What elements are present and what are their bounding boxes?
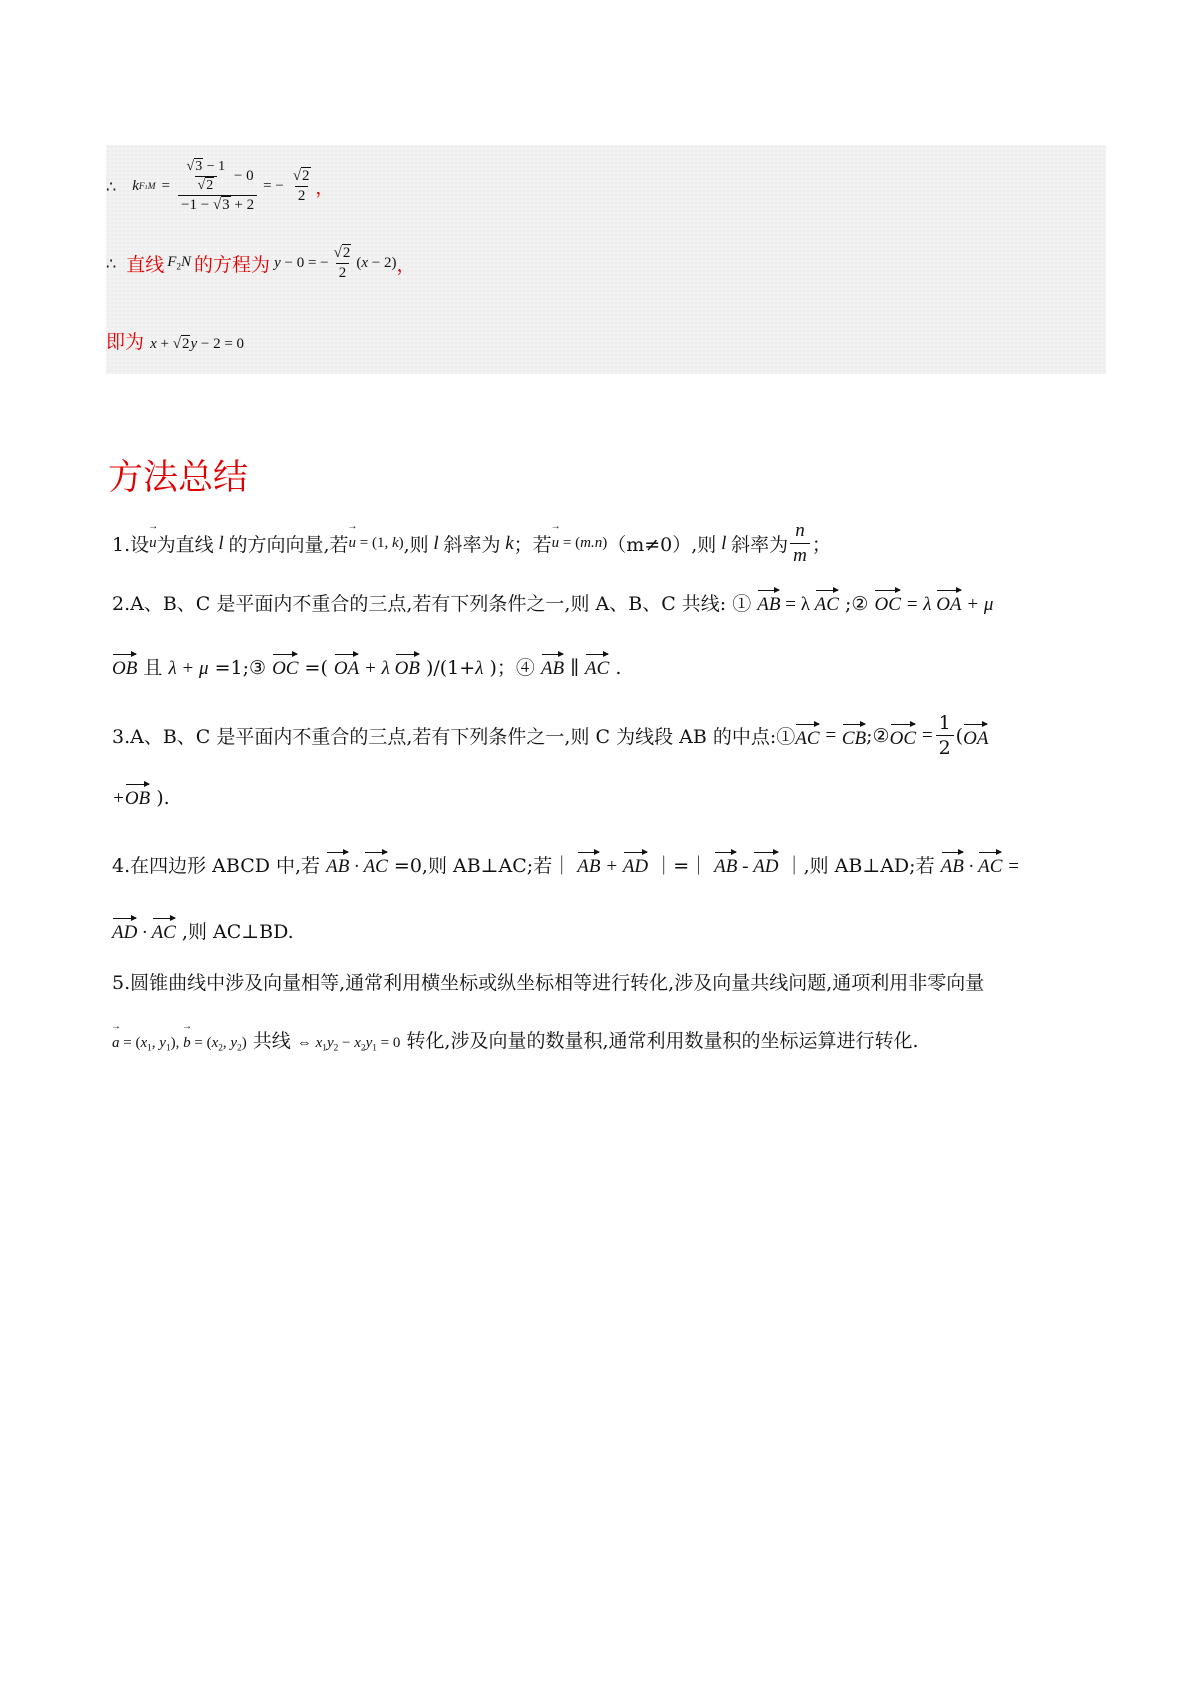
text: 斜率为 — [731, 534, 789, 556]
var-l: l — [428, 532, 444, 554]
vector-OA: OA — [963, 722, 988, 750]
vector-CB: CB — [842, 722, 866, 750]
comma-red-2: ， — [396, 254, 416, 276]
text: )；④ — [489, 657, 535, 679]
text: 1.设 — [112, 534, 150, 556]
fraction-n-over-m: $\frac{n}{m}$ — [790, 520, 810, 567]
text: )/(1+ — [425, 657, 476, 679]
formula-u-1k: → u = (1, k) — [348, 535, 403, 552]
vector-AB: AB — [757, 588, 780, 616]
vector-OA: OA — [936, 588, 961, 616]
text: ,则 AC⊥BD. — [181, 921, 294, 943]
result-formula: x + √2y − 2 = 0 — [150, 336, 245, 352]
text: . — [615, 657, 622, 679]
vector-u: → u — [149, 535, 157, 552]
vector-OA: OA — [334, 652, 359, 680]
summary-item-4: 4.在四边形 ABCD 中,若 AB · AC =0,则 AB⊥AC;若｜ AB + AD ｜=｜ AB - AD ｜,则 AB⊥AD;若 AB · AC = — [112, 850, 1020, 878]
line-name: $F_2N$ — [167, 254, 192, 273]
text: 转化,涉及向量的数量积,通常利用数量积的坐标运算进行转化. — [406, 1030, 919, 1052]
vector-OB: OB — [125, 782, 150, 810]
text: ｜,则 AB⊥AD;若 — [784, 855, 935, 877]
equation-label: 的方程为 — [194, 254, 271, 276]
summary-item-2-cont: OB 且 λ + μ =1;③ OC =( OA + λ OB )/(1+λ )；④ AB ∥ AC . — [112, 652, 621, 680]
vector-AD: AD — [623, 850, 648, 878]
vector-AC: AC — [815, 588, 839, 616]
vector-OB: OB — [112, 652, 137, 680]
text: 斜率为 — [443, 534, 501, 556]
fraction-one-half: $\frac{1}{2}$ — [936, 712, 954, 759]
text: 3.A、B、C 是平面内不重合的三点,若有下列条件之一,则 C 为线段 AB 的中点:① — [112, 726, 796, 748]
text: ;② — [845, 593, 869, 615]
text: ∥ — [570, 657, 579, 679]
summary-item-1 — [112, 520, 831, 567]
summary-item-3: 3.A、B、C 是平面内不重合的三点,若有下列条件之一,则 C 为线段 AB 的中点:① AC = CB ;② OC = $\frac{1}{2}$ ( OA — [112, 712, 989, 759]
vector-AB: AB — [941, 850, 964, 878]
vector-OC: OC — [272, 652, 298, 680]
text: ;② — [866, 724, 890, 747]
text: =( — [304, 657, 328, 679]
text: 为直线 — [156, 534, 214, 556]
text: =1;③ — [214, 657, 267, 679]
comma-red: ， — [315, 177, 334, 199]
text: 的方向向量,若 — [228, 534, 349, 556]
line-equation-line — [106, 245, 416, 282]
vector-AD: AD — [753, 850, 778, 878]
text: 4.在四边形 ABCD 中,若 — [112, 855, 321, 877]
vector-AC: AC — [152, 916, 176, 944]
vector-OB: OB — [395, 652, 420, 680]
text: 5.圆锥曲线中涉及向量相等,通常利用横坐标或纵坐标相等进行转化,涉及向量共线问题,通项利用非零向量 — [112, 972, 985, 994]
slope-formula: k F1M = $\frac{√3 - 1}{√2}$ − 0 −1 − √3 + 2 = − $\frac{√2}{2}$ — [132, 159, 310, 213]
result-line — [106, 327, 244, 354]
vector-AB: AB — [714, 850, 737, 878]
summary-item-5-cont — [112, 1026, 919, 1053]
summary-item-4-cont: AD · AC ,则 AC⊥BD. — [112, 916, 294, 944]
line-label: 直线 — [126, 254, 165, 276]
solution-box — [106, 145, 1106, 374]
therefore-symbol: ∴ — [106, 177, 117, 196]
text: ； — [811, 534, 831, 556]
var-k: k — [500, 532, 514, 554]
section-heading: 方法总结 — [108, 458, 249, 498]
formula-u-mn: → u = (m.n) — [552, 535, 608, 552]
vector-AC: AC — [978, 850, 1002, 878]
line-equation-formula: y − 0 = − $\frac{√2}{2}$ ( x − 2) — [274, 245, 397, 281]
result-label: 即为 — [106, 331, 145, 353]
text: 共线 — [252, 1030, 291, 1052]
text: ). — [156, 787, 170, 809]
vector-OC: OC — [890, 722, 916, 750]
vector-AC: AC — [585, 652, 609, 680]
therefore-symbol-2: ∴ — [106, 254, 117, 273]
vector-AD: AD — [112, 916, 137, 944]
text: ｜=｜ — [654, 855, 709, 877]
vector-AB: AB — [326, 850, 349, 878]
vector-AC: AC — [795, 722, 819, 750]
text: ( — [955, 724, 964, 747]
var-l: l — [716, 532, 732, 554]
vector-coordinates-formula: → $a = (x_1$, $y_1$), → $b = (x_2$, $y_2$) — [112, 1035, 247, 1051]
text: 2.A、B、C 是平面内不重合的三点,若有下列条件之一,则 A、B、C 共线: ① — [112, 593, 752, 615]
text: 且 — [143, 657, 163, 679]
text: ；若 — [513, 534, 552, 556]
vector-AB: AB — [577, 850, 600, 878]
lambda: λ — [475, 658, 484, 679]
var-l: l — [213, 532, 229, 554]
collinear-condition-formula: ⇔ $x_1y_2 - x_2y_1 = 0$ — [296, 1035, 401, 1054]
slope-equation-line — [106, 159, 334, 214]
vector-AB: AB — [541, 652, 564, 680]
summary-item-5 — [112, 968, 984, 995]
vector-OC: OC — [874, 588, 900, 616]
lambda-plus-mu: λ + μ — [168, 658, 209, 679]
text: （m≠0）,则 — [607, 534, 717, 556]
vector-AC: AC — [364, 850, 388, 878]
summary-item-2: 2.A、B、C 是平面内不重合的三点,若有下列条件之一,则 A、B、C 共线: ① AB = λ AC ;② OC = λ OA + μ — [112, 588, 993, 616]
text: ,则 — [403, 534, 429, 556]
text: =0,则 AB⊥AC;若｜ — [393, 855, 572, 877]
summary-item-3-cont: +OB ). — [112, 782, 170, 810]
